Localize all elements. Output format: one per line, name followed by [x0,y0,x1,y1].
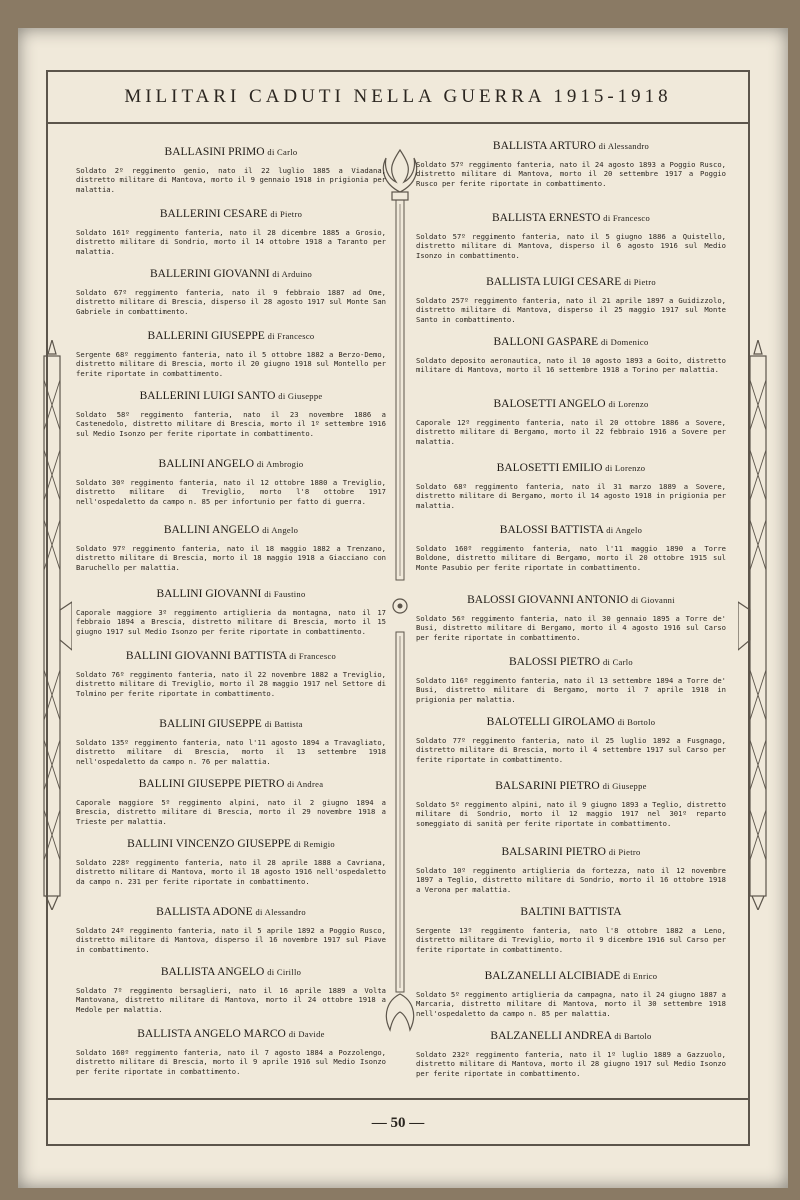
entry-name [76,778,386,790]
entry-text: Sergente 13º reggimento fanteria, nato l'8 ottobre 1882 a Leno, distretto militare di Treviglio, morto il 9 dicembre 1916 sul Carso per ferite riportate in combattimento. [416,926,726,954]
entry-text: Soldato 24º reggimento fanteria, nato il 5 aprile 1892 a Poggio Rusco, distretto militare di Mantova, disperso il 16 novembre 1917 sul Piave in combattimento. [76,926,386,954]
entry-patronymic: di Giuseppe [278,391,323,401]
entry-surname: BALZANELLI ALCIBIADE [484,970,621,982]
entry-patronymic: di Pietro [270,209,303,219]
page-title: MILITARI CADUTI NELLA GUERRA 1915-1918 [124,86,672,107]
entry [416,212,726,260]
entry-patronymic: di Davide [288,1029,325,1039]
entry-name [416,716,726,728]
entry-patronymic: di Cirillo [267,967,302,977]
entry [76,458,386,506]
entry-name [76,718,386,730]
entry-name [76,390,386,402]
entry [416,970,726,1018]
entry-name [416,906,726,918]
entry-surname: BALOSSI GIOVANNI ANTONIO [467,594,629,606]
entry-name [416,140,726,152]
entry-text: Soldato 57º reggimento fanteria, nato il 24 agosto 1893 a Poggio Rusco, distretto militare di Mantova, morto il 20 settembre 1917 a Poggio Rusco per ferite riportate in combattimento. [416,160,726,188]
entry-name [416,656,726,668]
entry [76,390,386,438]
entry-surname: BALLINI GIOVANNI BATTISTA [125,650,287,662]
entry-text: Soldato 160º reggimento fanteria, nato il 7 agosto 1884 a Pozzolengo, distretto militare di Brescia, morto il 9 aprile 1916 sul Medio Isonzo per ferite riportate in combattimento. [76,1048,386,1076]
entry-name [76,146,386,158]
entry-patronymic: di Andrea [287,779,324,789]
entry-surname: BALTINI BATTISTA [520,906,622,918]
entry-surname: BALSARINI PIETRO [495,780,600,792]
entry-patronymic: di Lorenzo [608,399,649,409]
entry-text: Soldato 135º reggimento fanteria, nato l'11 agosto 1894 a Travagliato, distretto militare di Brescia, morto il 13 settembre 1918 nell'ospedaletto da campo n. 76 per malattia. [76,738,386,766]
entry [76,330,386,378]
entry-name [416,462,726,474]
entry-patronymic: di Carlo [602,657,633,667]
entry-name [76,650,386,662]
entry-text: Soldato 58º reggimento fanteria, nato il 23 novembre 1886 a Castenedolo, distretto militare di Brescia, morto il 1º settembre 1916 sul Medio Isonzo per ferite riportate in combattimento. [76,410,386,438]
entry-text: Soldato 5º reggimento artiglieria da campagna, nato il 24 giugno 1887 a Marcaria, distretto militare di Mantova, morto il 30 settembre 1918 nell'ospedaletto da campo n. 85 per malattia. [416,990,726,1018]
entry [76,268,386,316]
entry [416,906,726,954]
entry-patronymic: di Faustino [264,589,306,599]
entry [76,524,386,572]
entry-surname: BALLERINI GIOVANNI [149,268,270,280]
entry-patronymic: di Pietro [624,277,656,287]
entry [416,716,726,764]
entry [416,846,726,894]
entry-name [416,1030,726,1042]
entry-text: Soldato 5º reggimento alpini, nato il 9 giugno 1893 a Teglio, distretto militare di Sondrio, morto il 12 maggio 1917 nel 301º reparto someggiato di sanità per ferite riportate in combattimento. [416,800,726,828]
entry [76,778,386,826]
entry-surname: BALLINI ANGELO [158,458,255,470]
axe-blade-icon [60,602,72,650]
entry-surname: BALLISTA LUIGI CESARE [486,276,622,288]
entry-name [76,524,386,536]
entry-text: Soldato 2º reggimento genio, nato il 22 luglio 1885 a Viadana, distretto militare di Mantova, morto il 9 gennaio 1918 in prigionia per malattia. [76,166,386,194]
entry-text: Soldato 97º reggimento fanteria, nato il 18 maggio 1882 a Trenzano, distretto militare di Brescia, morto il 18 maggio 1918 a Giacciano con Baruchello per malattia. [76,544,386,572]
entry-text: Soldato 161º reggimento fanteria, nato il 28 dicembre 1885 a Grosio, distretto militare di Sondrio, morto il 14 ottobre 1918 a Taranto per malattia. [76,228,386,256]
entry-surname: BALLISTA ERNESTO [491,212,601,224]
acanthus-base-icon [386,994,413,1030]
page-number: — 50 — [371,1115,425,1131]
entry-surname: BALOTELLI GIROLAMO [486,716,615,728]
entry-surname: BALLISTA ANGELO [160,966,265,978]
entry-patronymic: di Francesco [289,651,337,661]
torch-flame-icon [383,150,416,192]
entry-surname: BALLERINI GIUSEPPE [147,330,265,342]
entry-name [416,846,726,858]
entry-name [76,330,386,342]
entry-surname: BALLINI ANGELO [163,524,260,536]
entry-name [76,906,386,918]
entry [76,588,386,636]
entry-name [76,588,386,600]
entry-surname: BALOSETTI ANGELO [493,398,606,410]
entry [76,838,386,886]
entry-name [416,336,726,348]
entry-patronymic: di Angelo [606,525,643,535]
entry-text: Soldato 57º reggimento fanteria, nato il 5 giugno 1886 a Quistello, distretto militare di Mantova, disperso il 6 agosto 1916 sul Medio Isonzo in combattimento. [416,232,726,260]
entry-patronymic: di Arduino [272,269,313,279]
entry-name [416,398,726,410]
right-ornament-pole [738,340,778,910]
entry-surname: BALLONI GASPARE [493,336,599,348]
entry-surname: BALZANELLI ANDREA [490,1030,612,1042]
title-box [48,72,748,124]
entry-patronymic: di Domenico [601,337,649,347]
entry-name [416,970,726,982]
entry-text: Soldato 67º reggimento fanteria, nato il 9 febbraio 1887 ad Ome, distretto militare di Brescia, disperso il 28 agosto 1917 sul Monte San Gabriele in combattimento. [76,288,386,316]
entry-name [416,524,726,536]
entry-patronymic: di Lorenzo [605,463,646,473]
entry-patronymic: di Enrico [623,971,658,981]
entry [76,906,386,954]
entry [416,780,726,828]
entry-text: Caporale 12º reggimento fanteria, nato il 20 ottobre 1886 a Sovere, distretto militare di Bergamo, morto il 22 febbraio 1916 a Sovere per malattia. [416,418,726,446]
entry [416,398,726,446]
entry-name [416,212,726,224]
entry-surname: BALLISTA ANGELO MARCO [137,1028,286,1040]
entry-surname: BALOSSI BATTISTA [499,524,604,536]
entry-text: Soldato 228º reggimento fanteria, nato il 28 aprile 1888 a Cavriana, distretto militare di Mantova, morto il 18 agosto 1916 nell'ospedaletto da campo n. 231 per ferite riportate in combattimento. [76,858,386,886]
entry-surname: BALLISTA ARTURO [492,140,596,152]
entry [76,650,386,698]
entry-text: Soldato 116º reggimento fanteria, nato il 13 settembre 1894 a Torre de' Busi, distretto militare di Bergamo, morto il 7 aprile 1918 in prigionia per malattia. [416,676,726,704]
entry-text: Caporale maggiore 5º reggimento alpini, nato il 2 giugno 1894 a Brescia, distretto militare di Brescia, morto il 29 novembre 1918 a Trieste per malattia. [76,798,386,826]
entry-name [76,208,386,220]
entry-surname: BALLINI GIOVANNI [156,588,262,600]
entry [416,140,726,188]
entry-surname: BALLASINI PRIMO [164,146,265,158]
entry [416,276,726,324]
entry-surname: BALLINI GIUSEPPE PIETRO [138,778,285,790]
entry-patronymic: di Bortolo [617,717,656,727]
entry-text: Soldato 257º reggimento fanteria, nato il 21 aprile 1897 a Guidizzolo, distretto militare di Mantova, disperso il 25 maggio 1917 sul Monte Santo in combattimento. [416,296,726,324]
entry [416,594,726,642]
entry-name [76,458,386,470]
entry-patronymic: di Remigio [293,839,335,849]
entry-surname: BALLISTA ADONE [156,906,253,918]
entry-patronymic: di Battista [264,719,303,729]
entry [76,1028,386,1076]
entry-name [76,838,386,850]
entry-name [76,268,386,280]
entry-name [416,780,726,792]
entry-surname: BALLINI GIUSEPPE [159,718,262,730]
entry-patronymic: di Bartolo [614,1031,652,1041]
footer-rule [48,1098,748,1100]
entry-text: Soldato deposito aeronautica, nato il 10 agosto 1893 a Goito, distretto militare di Mantova, morto il 16 settembre 1918 a Torino per malattia. [416,356,726,375]
entry [416,336,726,375]
entry [76,208,386,256]
entry [76,966,386,1014]
entry-patronymic: di Carlo [267,147,298,157]
entry-text: Soldato 10º reggimento artiglieria da fortezza, nato il 12 novembre 1897 a Teglio, distretto militare di Sondrio, morto il 16 ottobre 1918 a Verona per malattia. [416,866,726,894]
left-ornament-pole [32,340,72,910]
entry-patronymic: di Giovanni [631,595,675,605]
entry-patronymic: di Francesco [267,331,315,341]
entry-text: Soldato 160º reggimento fanteria, nato l'11 maggio 1890 a Torre Boldone, distretto militare di Bergamo, morto il 20 ottobre 1915 sul Monte Pasubio per ferite riportate in combattimento. [416,544,726,572]
entry-name [416,594,726,606]
entry-patronymic: di Ambrogio [256,459,304,469]
entry-patronymic: di Angelo [262,525,299,535]
entry-patronymic: di Alessandro [255,907,306,917]
entry-surname: BALLINI VINCENZO GIUSEPPE [127,838,292,850]
entry [416,656,726,704]
entry-text: Caporale maggiore 3º reggimento artiglieria da montagna, nato il 17 febbraio 1894 a Brescia, distretto militare di Brescia, morto il 15 giugno 1917 sul Medio Isonzo per ferite riportate in combattimento. [76,608,386,636]
entry-text: Soldato 76º reggimento fanteria, nato il 22 novembre 1882 a Treviglio, distretto militare di Treviglio, morto il 28 maggio 1917 nel Settore di Tolmino per ferite riportate in combattimento. [76,670,386,698]
entry-text: Sergente 68º reggimento fanteria, nato il 5 ottobre 1882 a Berzo-Demo, distretto militare di Brescia, morto il 20 giugno 1918 sul Montello per ferite riportate in combattimento. [76,350,386,378]
entry-text: Soldato 30º reggimento fanteria, nato il 12 ottobre 1880 a Treviglio, distretto militare di Treviglio, morto l'8 ottobre 1917 nell'ospedaletto da campo n. 85 per infortunio per fatto di guerra. [76,478,386,506]
entry-surname: BALOSSI PIETRO [509,656,601,668]
entry [76,146,386,194]
entry-text: Soldato 7º reggimento bersaglieri, nato il 16 aprile 1889 a Volta Mantovana, distretto militare di Mantova, morto il 24 ottobre 1918 a Medole per malattia. [76,986,386,1014]
entry-patronymic: di Alessandro [598,141,650,151]
entry-surname: BALLERINI LUIGI SANTO [139,390,276,402]
entry-text: Soldato 56º reggimento fanteria, nato il 30 gennaio 1895 a Torre de' Busi, distretto militare di Bergamo, morto il 4 agosto 1916 sul Carso per ferite riportate in combattimento. [416,614,726,642]
entry [416,1030,726,1078]
entry [76,718,386,766]
entry-text: Soldato 68º reggimento fanteria, nato il 31 marzo 1889 a Sovere, distretto militare di Bergamo, morto il 14 agosto 1918 in prigionia per malattia. [416,482,726,510]
entry-patronymic: di Giuseppe [602,781,647,791]
entry-patronymic: di Francesco [603,213,651,223]
entry-surname: BALSARINI PIETRO [501,846,606,858]
entry [416,524,726,572]
axe-blade-icon [738,602,750,650]
entry-surname: BALOSETTI EMILIO [496,462,603,474]
entry-name [416,276,726,288]
entry-text: Soldato 77º reggimento fanteria, nato il 25 luglio 1892 a Fusgnago, distretto militare di Brescia, morto il 4 settembre 1917 sul Carso per ferite riportate in combattimento. [416,736,726,764]
entry-name [76,966,386,978]
entry [416,462,726,510]
entry-patronymic: di Pietro [608,847,641,857]
entry-name [76,1028,386,1040]
entry-text: Soldato 232º reggimento fanteria, nato il 1º luglio 1889 a Gazzuolo, distretto militare di Mantova, morto il 28 giugno 1917 sul Medio Isonzo per ferite riportate in combattimento. [416,1050,726,1078]
entry-surname: BALLERINI CESARE [159,208,268,220]
